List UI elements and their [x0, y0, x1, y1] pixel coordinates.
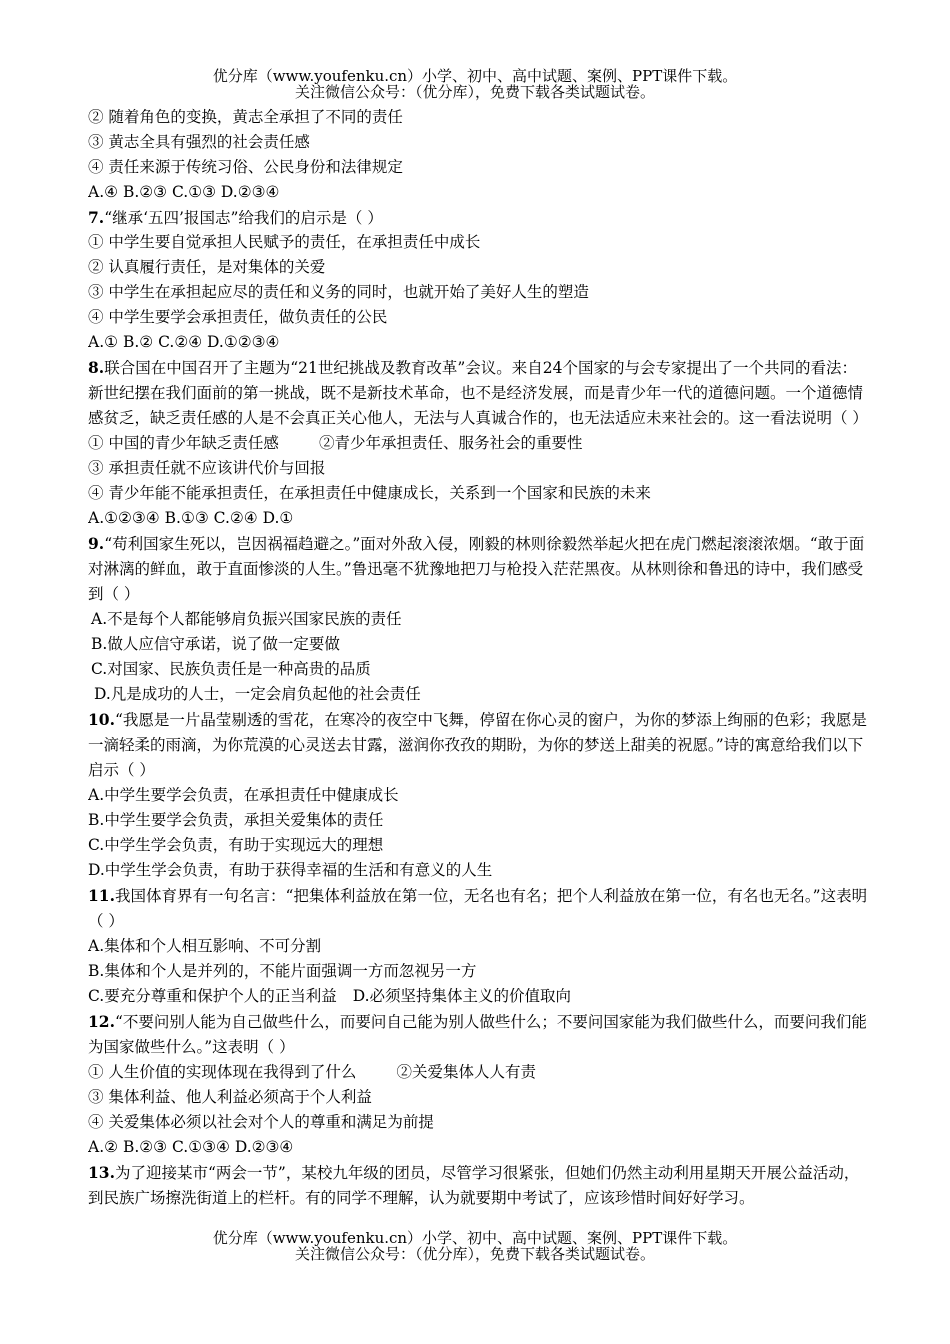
- q7-item-4: ④ 中学生要学会承担责任，做负责任的公民: [88, 308, 388, 326]
- q12-stem: [88, 1009, 868, 1060]
- q11-option-c-d: [88, 984, 868, 1009]
- q12-item-1-2: [88, 1060, 868, 1085]
- q8-options: A.①②③④ B.①③ C.②④ D.①: [88, 509, 294, 527]
- q13-number: 13.: [88, 1163, 115, 1182]
- q10-option-d: D.中学生学会负责，有助于获得幸福的生活和有意义的人生: [88, 861, 493, 879]
- q11-option-d: D.必须坚持集体主义的价值取向: [352, 987, 572, 1005]
- q7-stem: [88, 205, 868, 230]
- q11-stem: [88, 883, 868, 934]
- q8-item-4: ④ 青少年能不能承担责任，在承担责任中健康成长，关系到一个国家和民族的未来: [88, 484, 651, 502]
- q9-option-d: D.凡是成功的人士，一定会肩负起他的社会责任: [94, 685, 421, 703]
- q13-stem-text: 为了迎接某市“两会一节”，某校九年级的团员，尽管学习很紧张，但她们仍然主动利用星期天开展公益活动，到民族广场擦洗街道上的栏杆。有的同学不理解，认为就要期中考试了，应该珍惜时间好好学习。: [88, 1164, 860, 1207]
- q7-options: A.① B.② C.②④ D.①②③④: [88, 333, 280, 351]
- q12-stem-text: “不要问别人能为自己做些什么，而要问自己能为别人做些什么；不要问国家能为我们做些什么，而要问我们能为国家做些什么。”这表明（ ）: [88, 1013, 867, 1056]
- q10-option-c: C.中学生学会负责，有助于实现远大的理想: [88, 836, 384, 854]
- q8-item-1: ① 中国的青少年缺乏责任感: [88, 434, 279, 452]
- q11-option-b: B.集体和个人是并列的，不能片面强调一方而忽视另一方: [88, 962, 477, 980]
- q10-stem: [88, 707, 868, 783]
- q10-stem-text: “我愿是一片晶莹剔透的雪花，在寒冷的夜空中飞舞，停留在你心灵的窗户，为你的梦添上绚丽的色彩；我愿是一滴轻柔的雨滴，为你荒漠的心灵送去甘露，滋润你孜孜的期盼，为你的梦送上甜美的祝愿。”诗的寓意给我们以下启示（ ）: [88, 711, 867, 779]
- q9-stem: [88, 531, 868, 607]
- q7-stem-text: “继承‘五四’报国志”给我们的启示是（ ）: [104, 209, 383, 227]
- q8-item-1-2: [88, 431, 868, 456]
- q8-stem: [88, 355, 868, 431]
- q9-stem-text: “苟利国家生死以，岂因祸福趋避之。”面对外敌入侵，刚毅的林则徐毅然举起火把在虎门燃起滚滚浓烟。“敢于面对淋漓的鲜血，敢于直面惨淡的人生。”鲁迅毫不犹豫地把刀与枪投入茫茫黑夜。从林则徐和鲁迅的诗中，我们感受到（ ）: [88, 535, 865, 603]
- q6-item-4: ④ 责任来源于传统习俗、公民身份和法律规定: [88, 158, 403, 176]
- q10-option-b: B.中学生要学会负责，承担关爱集体的责任: [88, 811, 384, 829]
- document-body: [88, 105, 868, 1211]
- q11-number: 11.: [88, 886, 115, 905]
- q12-item-3: ③ 集体利益、他人利益必须高于个人利益: [88, 1088, 372, 1106]
- q11-option-c: C.要充分尊重和保护个人的正当利益: [88, 987, 337, 1005]
- q13-stem: [88, 1160, 868, 1211]
- page-header: [0, 68, 950, 100]
- q12-item-4: ④ 关爱集体必须以社会对个人的尊重和满足为前提: [88, 1113, 434, 1131]
- q7-item-2: ② 认真履行责任，是对集体的关爱: [88, 258, 326, 276]
- q9-option-b: B.做人应信守承诺，说了做一定要做: [91, 635, 340, 653]
- q6-options: A.④ B.②③ C.①③ D.②③④: [88, 183, 280, 201]
- footer-line-1: 优分库（www.youfenku.cn）小学、初中、高中试题、案例、PPT课件下载。: [212, 1229, 738, 1247]
- q10-number: 10.: [88, 710, 115, 729]
- q12-item-2: ②关爱集体人人有责: [396, 1063, 536, 1081]
- q9-number: 9.: [88, 534, 105, 553]
- q9-option-a: A.不是每个人都能够肩负振兴国家民族的责任: [91, 610, 402, 628]
- q6-item-2: ② 随着角色的变换，黄志全承担了不同的责任: [88, 108, 403, 126]
- q7-item-1: ① 中学生要自觉承担人民赋予的责任，在承担责任中成长: [88, 233, 481, 251]
- footer-line-2: 关注微信公众号：（优分库），免费下载各类试题试卷。: [294, 1245, 655, 1263]
- q7-number: 7.: [88, 208, 105, 227]
- q11-stem-text: 我国体育界有一句名言：“把集体利益放在第一位，无名也有名；把个人利益放在第一位，有名也无名。”这表明（ ）: [88, 887, 868, 930]
- q12-options: A.② B.②③ C.①③④ D.②③④: [88, 1138, 294, 1156]
- q8-stem-text: 联合国在中国召开了主题为“21世纪挑战及教育改革”会议。来自24个国家的与会专家提出了一个共同的看法：新世纪摆在我们面前的第一挑战，既不是新技术革命，也不是经济发展，而是青少年一代的道德问题。一个道德情感贫乏，缺乏责任感的人是不会真正关心他人，无法与人真诚合作的，也无法适应未来社会的。这一看法说明（ ）: [88, 359, 868, 427]
- header-line-1: 优分库（www.youfenku.cn）小学、初中、高中试题、案例、PPT课件下载。: [212, 67, 738, 85]
- q12-number: 12.: [88, 1012, 115, 1031]
- q12-item-1: ① 人生价值的实现体现在我得到了什么: [88, 1063, 357, 1081]
- q11-option-a: A.集体和个人相互影响、不可分割: [88, 937, 322, 955]
- page-footer: [0, 1230, 950, 1262]
- q10-option-a: A.中学生要学会负责，在承担责任中健康成长: [88, 786, 399, 804]
- q9-option-c: C.对国家、民族负责任是一种高贵的品质: [91, 660, 371, 678]
- q8-item-2: ②青少年承担责任、服务社会的重要性: [318, 434, 583, 452]
- q6-item-3: ③ 黄志全具有强烈的社会责任感: [88, 133, 310, 151]
- q7-item-3: ③ 中学生在承担起应尽的责任和义务的同时，也就开始了美好人生的塑造: [88, 283, 589, 301]
- q8-item-3: ③ 承担责任就不应该讲代价与回报: [88, 459, 326, 477]
- q8-number: 8.: [88, 358, 105, 377]
- header-line-2: 关注微信公众号：（优分库），免费下载各类试题试卷。: [294, 83, 655, 101]
